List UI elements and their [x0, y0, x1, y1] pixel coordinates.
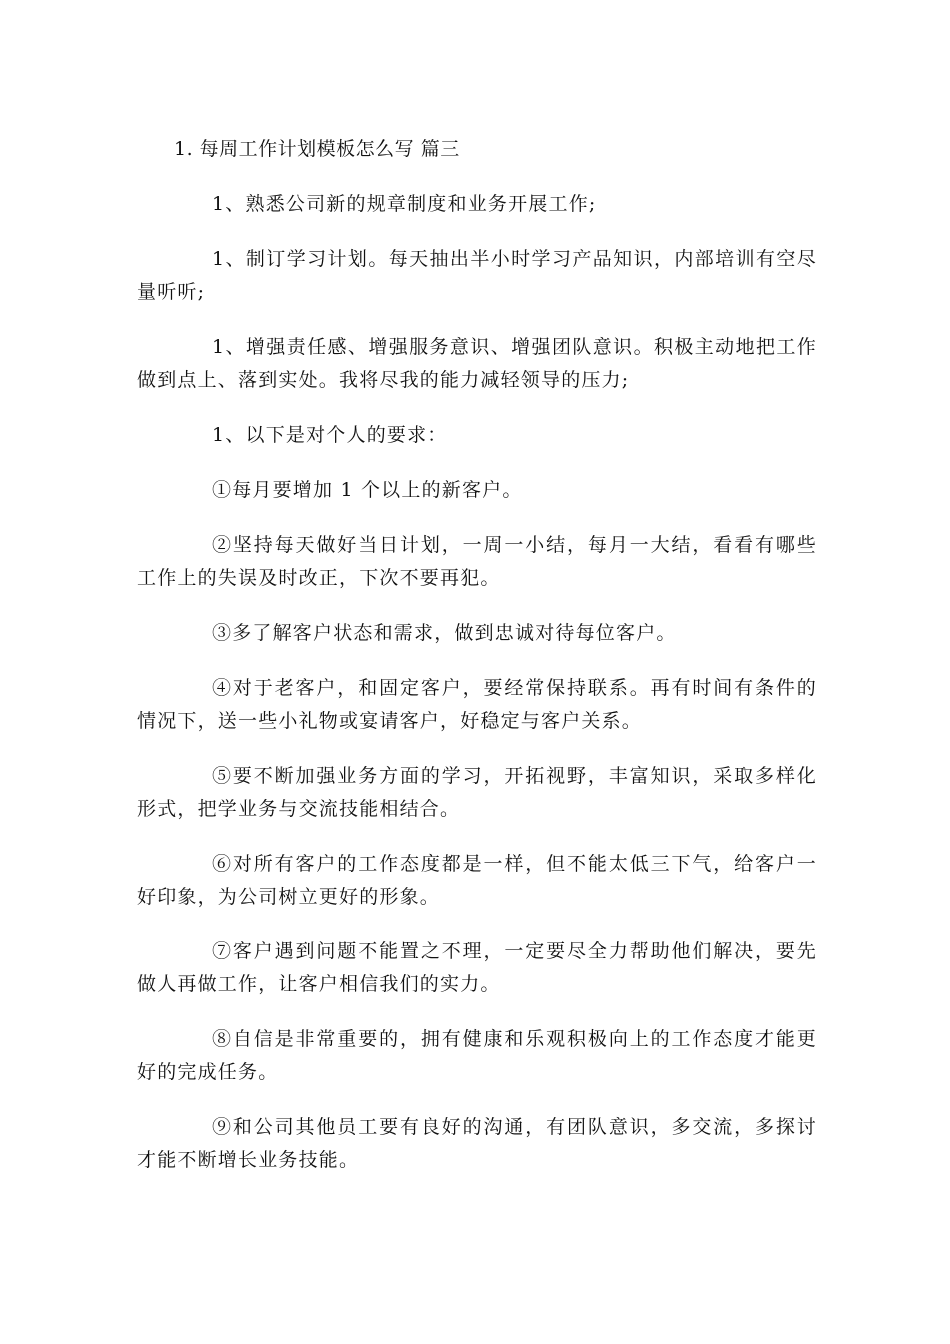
paragraph-5: ①每月要增加 1 个以上的新客户。	[212, 479, 523, 501]
paragraph-2: 1、制订学习计划。每天抽出半小时学习产品知识，内部培训有空尽量听听;	[137, 248, 817, 303]
paragraph-7: ③多了解客户状态和需求，做到忠诚对待每位客户。	[212, 622, 677, 644]
paragraph-4: 1、以下是对个人的要求：	[212, 424, 448, 446]
section-heading: 1. 每周工作计划模板怎么写 篇三	[174, 138, 460, 160]
paragraph-11: ⑦客户遇到问题不能置之不理，一定要尽全力帮助他们解决，要先做人再做工作，让客户相信我们的实力。	[137, 940, 817, 995]
paragraph-3: 1、增强责任感、增强服务意识、增强团队意识。积极主动地把工作做到点上、落到实处。我将尽我的能力减轻领导的压力;	[137, 336, 817, 391]
paragraph-12: ⑧自信是非常重要的，拥有健康和乐观积极向上的工作态度才能更好的完成任务。	[137, 1028, 817, 1083]
paragraph-13: ⑨和公司其他员工要有良好的沟通，有团队意识，多交流，多探讨才能不断增长业务技能。	[137, 1116, 817, 1171]
paragraph-8: ④对于老客户，和固定客户，要经常保持联系。再有时间有条件的情况下，送一些小礼物或宴请客户，好稳定与客户关系。	[137, 677, 817, 732]
paragraph-9: ⑤要不断加强业务方面的学习，开拓视野，丰富知识，采取多样化形式，把学业务与交流技能相结合。	[137, 765, 817, 820]
paragraph-1: 1、熟悉公司新的规章制度和业务开展工作;	[212, 193, 597, 215]
paragraph-6: ②坚持每天做好当日计划，一周一小结，每月一大结，看看有哪些工作上的失误及时改正，下次不要再犯。	[137, 534, 817, 589]
paragraph-10: ⑥对所有客户的工作态度都是一样，但不能太低三下气，给客户一好印象，为公司树立更好的形象。	[137, 853, 817, 908]
